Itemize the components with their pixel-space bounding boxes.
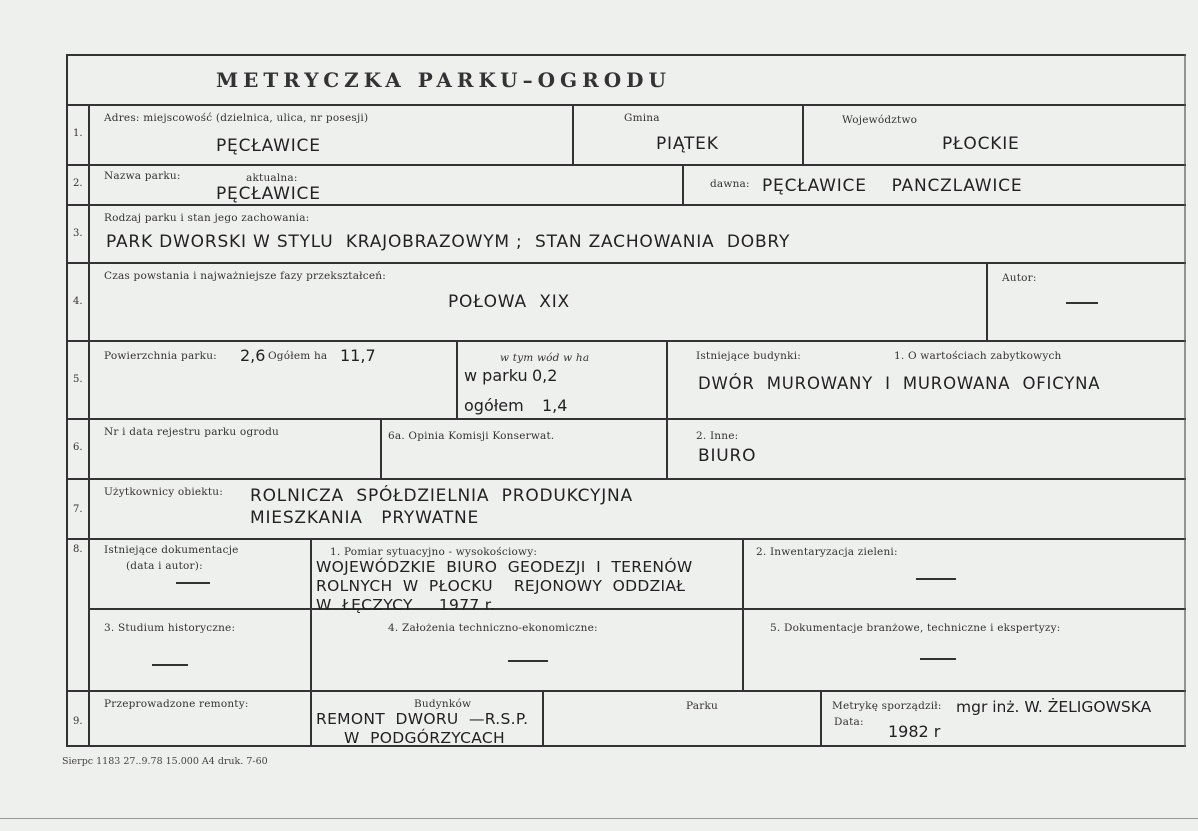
register-label: Nr i data rejestru parku ogrodu <box>104 426 279 438</box>
branch-documentation-label: 5. Dokumentacje branżowe, techniczne i ekspertyzy: <box>770 622 1061 634</box>
users-line-1: ROLNICZA SPÓŁDZIELNIA PRODUKCYJNA <box>250 486 633 506</box>
documentation-sublabel: (data i autor): <box>126 560 203 572</box>
row-number: 1. <box>73 128 83 139</box>
buildings-renovation-line-1: REMONT DWORU —R.S.P. <box>316 710 529 728</box>
greenery-empty-dash <box>916 578 956 580</box>
date-value: 1982 r <box>888 722 941 741</box>
technical-economic-empty-dash <box>508 660 548 662</box>
cell-divider <box>456 342 458 418</box>
water-in-park-label: w parku <box>464 366 528 385</box>
cell-divider <box>380 420 382 478</box>
greenery-inventory-label: 2. Inwentaryzacja zieleni: <box>756 546 898 558</box>
page-edge-line <box>0 818 1198 819</box>
creation-time-value: POŁOWA XIX <box>448 292 570 312</box>
total-area-value: 11,7 <box>340 346 376 365</box>
users-label: Użytkownicy obiektu: <box>104 486 223 498</box>
buildings-label: Istniejące budynki: <box>696 350 801 362</box>
cell-divider <box>542 692 544 747</box>
row-divider <box>68 478 1186 480</box>
row-divider <box>68 204 1186 206</box>
row-divider <box>68 340 1186 342</box>
cell-divider <box>666 342 668 478</box>
conservator-opinion-label: 6a. Opinia Komisji Konserwat. <box>388 430 555 442</box>
buildings-renovation-label: Budynków <box>414 698 472 710</box>
prepared-by-label: Metrykę sporządził: <box>832 700 942 712</box>
cell-divider <box>820 692 822 747</box>
card-title: METRYCZKA PARKU–OGRODU <box>216 68 671 92</box>
row-number: 2. <box>73 178 83 189</box>
park-renovation-label: Parku <box>686 700 718 712</box>
other-label: 2. Inne: <box>696 430 739 442</box>
total-area-label: Ogółem ha <box>268 350 328 362</box>
creation-time-label: Czas powstania i najważniejsze fazy przekształceń: <box>104 270 386 282</box>
area-label: Powierzchnia parku: <box>104 350 217 362</box>
historical-study-empty-dash <box>152 664 188 666</box>
technical-economic-label: 4. Założenia techniczno-ekonomiczne: <box>388 622 598 634</box>
current-name-label: aktualna: <box>246 172 298 184</box>
park-type-value: PARK DWORSKI W STYLU KRAJOBRAZOWYM ; STAN ZACHOWANIA DOBRY <box>106 232 791 252</box>
address-label: Adres: miejscowość (dzielnica, ulica, nr posesji) <box>104 112 369 124</box>
row-number: 3. <box>73 228 83 239</box>
address-value: PĘCŁAWICE <box>216 136 321 156</box>
row-number: 4. <box>73 296 83 307</box>
gmina-label: Gmina <box>624 112 660 124</box>
historic-buildings-value: DWÓR MUROWANY I MUROWANA OFICYNA <box>698 374 1101 393</box>
branch-documentation-empty-dash <box>920 658 956 660</box>
row-number: 8. <box>73 544 83 555</box>
row-divider <box>68 104 1186 106</box>
historic-value-label: 1. O wartościach zabytkowych <box>894 350 1062 362</box>
voivodeship-value: PŁOCKIE <box>942 134 1020 154</box>
author-empty-dash <box>1066 302 1098 304</box>
row-divider <box>68 164 1186 166</box>
renovations-label: Przeprowadzone remonty: <box>104 698 249 710</box>
park-type-label: Rodzaj parku i stan jego zachowania: <box>104 212 310 224</box>
number-column-divider <box>88 106 90 747</box>
current-name-value: PĘCŁAWICE <box>216 184 321 204</box>
right-margin-line <box>1184 54 1186 747</box>
row-divider <box>68 538 1186 540</box>
historical-study-label: 3. Studium historyczne: <box>104 622 236 634</box>
date-label: Data: <box>834 716 864 728</box>
row-number: 5. <box>73 374 83 385</box>
cell-divider <box>986 264 988 340</box>
water-in-park-value: 0,2 <box>532 366 558 385</box>
survey-label: 1. Pomiar sytuacyjno - wysokościowy: <box>330 546 538 558</box>
water-total-value: 1,4 <box>542 396 568 415</box>
row-divider <box>68 262 1186 264</box>
former-name-label: dawna: <box>710 178 750 190</box>
print-footer: Sierpc 1183 27..9.78 15.000 A4 druk. 7-60 <box>62 756 268 767</box>
other-value: BIURO <box>698 446 757 466</box>
row-number: 7. <box>73 504 83 515</box>
cell-divider <box>742 540 744 690</box>
water-total-label: ogółem <box>464 396 524 415</box>
survey-line-3: W ŁĘCZYCY 1977 r. <box>316 596 496 614</box>
documentation-label: Istniejące dokumentacje <box>104 544 239 556</box>
park-record-card <box>66 54 1186 747</box>
water-area-label: w tym wód w ha <box>500 352 590 364</box>
author-label: Autor: <box>1002 272 1037 284</box>
cell-divider <box>802 106 804 164</box>
cell-divider <box>310 540 312 690</box>
row-number: 9. <box>73 716 83 727</box>
row-divider <box>68 690 1186 692</box>
cell-divider <box>572 106 574 164</box>
documentation-empty-dash <box>176 582 210 584</box>
survey-line-1: WOJEWÓDZKIE BIURO GEODEZJI I TERENÓW <box>316 558 693 576</box>
area-value: 2,6 <box>240 346 266 365</box>
row-divider <box>88 608 1186 610</box>
cell-divider <box>682 166 684 204</box>
row-divider <box>68 418 1186 420</box>
former-name-value: PĘCŁAWICE PANCZLAWICE <box>762 176 1023 196</box>
survey-line-2: ROLNYCH W PŁOCKU REJONOWY ODDZIAŁ <box>316 577 686 595</box>
buildings-renovation-line-2: W PODGÓRZYCACH <box>344 729 506 747</box>
park-name-label: Nazwa parku: <box>104 170 181 182</box>
users-line-2: MIESZKANIA PRYWATNE <box>250 508 480 528</box>
prepared-by-value: mgr inż. W. ŻELIGOWSKA <box>956 698 1152 716</box>
voivodeship-label: Województwo <box>842 114 918 126</box>
cell-divider <box>310 692 312 747</box>
gmina-value: PIĄTEK <box>656 134 719 154</box>
row-number: 6. <box>73 442 83 453</box>
